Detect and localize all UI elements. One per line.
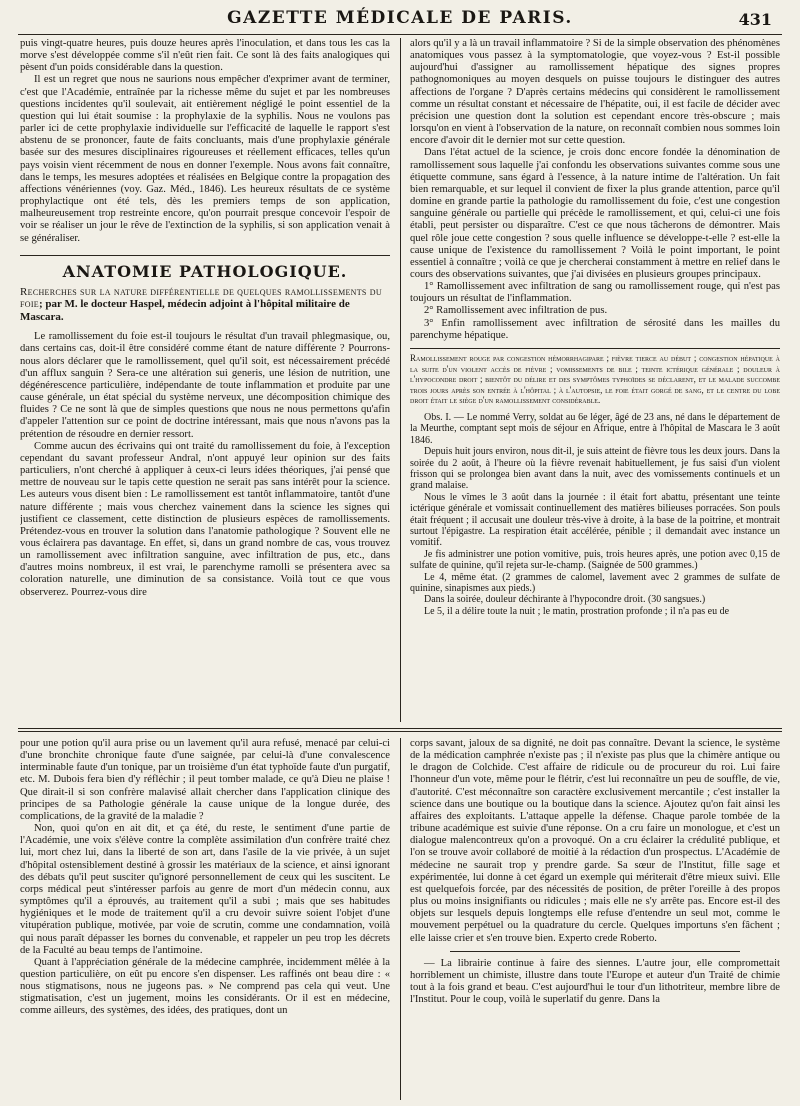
page-header xyxy=(0,8,800,32)
header-rule xyxy=(18,34,782,35)
case-summary: Ramollissement rouge par congestion hémorrhagipare ; fièvre tierce au début ; congestion hépatique à la suite d'un violent accès de fièvre ; vomissements de bile ; teinte ictérique générale ; douleur à l'hypocondre droit ; bientôt du délire et des symptômes typhoïdes se déclarent, et le malade succombe trois jours après son entrée à l'hôpital ; à l'autopsie, le foie était gorgé de sang, et le centre du lobe droit était le siége d'un ramollissement considérable. xyxy=(410,348,780,406)
paragraph: Le ramollissement du foie est-il toujours le résultat d'un travail phlegmasique, ou, dans certains cas, doit-il être considéré comme étant de nature différente ? Pourrons-nous alors déclarer que le ramollissement, quel qu'il soit, est nécessairement précédé d'un afflux sanguin ? Sera-ce une altération sui generis, une lésion de nutrition, une dégénérescence particulière, indépendante de toute inflammation et produite par une cause générale, un état spécial du système nerveux, une décomposition chimique des fluides ? Ce ne sont là que de simples questions que nous ne nous permettons qu'afin d'appeler l'attention sur ce point de doctrine intéressant, mais que nous n'avons pas la prétention de résoudre en dernier ressort. xyxy=(20,331,390,440)
paragraph: — La librairie continue à faire des siennes. L'autre jour, elle compromettait horriblement un chimiste, illustre dans toute l'Europe et auteur d'un Traité de chimie tout à la fois grand et beau. C'est aujourd'hui le tour d'un lithotriteur, membre libre de l'Institut. Pour le coup, voilà le superlatif du genre. Dans la xyxy=(410,957,780,1006)
list-item: 1° Ramollissement avec infiltration de sang ou ramollissement rouge, qui n'est pas toujours un résultat de l'inflammation. xyxy=(410,281,780,305)
paragraph: Le 5, il a délire toute la nuit ; le matin, prostration profonde ; il n'a pas eu de xyxy=(424,605,730,617)
article-heading-author: ; par M. le docteur Haspel, médecin adjoint à l'hôpital militaire de Mascara. xyxy=(20,298,350,323)
paragraph: Dans la soirée, douleur déchirante à l'hypocondre droit. (30 sangsues.) xyxy=(424,594,706,606)
paragraph: Je fis administrer une potion vomitive, puis, trois heures après, une potion avec 0,15 de sulfate de quinine, qu'il rejeta sur-le-champ. (Saignée de 500 grammes.) xyxy=(410,548,780,572)
separator xyxy=(450,951,740,952)
list-item: 3° Enfin ramollissement avec infiltration de sérosité dans les mailles du parenchyme hépatique. xyxy=(410,317,780,341)
paragraph: pour une potion qu'il aura prise ou un lavement qu'il aura refusé, menacé par celui-ci d'une bronchite chronique faute d'une saignée, par celui-là d'une convalescence interminable faute d'un tonique, par un troisième d'un état typhoïde faute d'un purgatif, etc. M. Dubois fera bien d'y réfléchir ; il peut tomber malade, ce qu'à Dieu ne plaise ! Que dirait-il si son confrère malavisé allait chercher dans l'application clinique des principes de sa Pathologie générale la cause unique de la longue durée, des complications, de la gravité de la maladie ? xyxy=(20,738,390,822)
paragraph: puis vingt-quatre heures, puis douze heures après l'inoculation, et dans tous les cas la morve s'est développée comme s'il n'eût rien fait. Ce sont là des faits analogiques qui pèsent d'un poids considérable dans la question. xyxy=(20,38,390,74)
top-right-column xyxy=(410,38,780,722)
article-heading xyxy=(20,286,390,324)
paragraph: corps savant, jaloux de sa dignité, ne doit pas connaître. Devant la science, le système de la médication camphrée n'existe pas ; il n'existe pas plus que la chimère antique ou le dragon de Colchide. C'est affaire de ridicule ou de procureur du roi. Lui faire l'honneur d'un vote, même pour le flétrir, c'est lui reconnaître un peu de souffle, de vie, d'autorité. C'est méconnaître son caractère exclusivement mercantile ; c'est installer la science dans une boutique ou la boutique dans la science. Ajoutez qu'on fait ainsi les affaires des exploitants. L'attaque appelle la défense. Chaque parole tombée de la tribune académique est suivie d'une réponse. On a cru faire un monologue, et c'est un dialogue malencontreux qu'on a provoqué. On a cru éclairer la crédulité publique, et l'on se trouve avoir collaboré de moitié à la rédaction d'un prospectus. L'Académie de médecine ne saurait trop y prendre garde. Sa sœur de l'Institut, fille sage et expérimentée, lui donne à cet égard un exemple qui mériterait d'être mieux suivi. Elle est quelquefois forcée, par des nécessités de position, de prêter l'oreille à des propos plus ou moins insignifiants ou ridicules ; mais elle ne s'y arrête pas. Encore est-il des objets sur lesquels depuis longtemps elle refuse d'entendre un seul mot, comme le mouvement perpétuel ou la quadrature du cercle. Quelques importuns s'en fâchent ; elle laisse crier et s'en trouve bien. Experto crede Roberto. xyxy=(410,738,780,944)
top-left-column xyxy=(20,38,390,722)
bottom-right-column xyxy=(410,738,780,1100)
paragraph: Le 4, même état. (2 grammes de calomel, lavement avec 2 grammes de sulfate de quinine, sinapismes aux pieds.) xyxy=(410,571,780,594)
paragraph: Quant à l'appréciation générale de la médecine camphrée, incidemment mêlée à la question particulière, on eût pu encore s'en dispenser. Les raffinés ont beau dire : « nous stigmatisons, nous ne jugeons pas. » Ne comprend pas cela qui veut. Une stigmatisation, c'est un jugement, moins les considérants. Or il est en médecine, comme ailleurs, des systèmes, des idées, des pratiques, dont un xyxy=(20,956,390,1017)
column-divider xyxy=(400,38,401,722)
paragraph: Depuis huit jours environ, nous dit-il, je suis atteint de fièvre tous les deux jours. Dans la soirée du 2 août, à l'heure où la fièvre revenait habituellement, je fus saisi d'un violent frisson qui se prolongea bien avant dans la nuit, avec des vomissements continuels et un grand malaise. xyxy=(410,446,780,492)
article-heading-smallcaps: Recherches sur la nature différentielle de quelques ramollissements du foie xyxy=(20,285,382,311)
feuilleton-rule xyxy=(18,728,782,729)
journal-title: GAZETTE MÉDICALE DE PARIS. xyxy=(227,8,573,28)
list-item: 2° Ramollissement avec infiltration de pus. xyxy=(424,305,608,317)
paragraph: Dans l'état actuel de la science, je crois donc encore fondée la dénomination de ramollissement sous laquelle j'ai confondu les observations suivantes comme sous une étiquette commune, sans égard à l'essence, à la nature intime de l'altération. Un fait bien remarquable, et sur lequel il convient de fixer la plus grande attention, parce qu'il domine en grande partie la pathologie du ramollissement du foie, c'est une congestion sanguine générale ou partielle qui précède le ramollissement, et qui, celui-ci une fois établi, peut persister ou disparaître. C'est ce que nous tâcherons de démontrer. Mais quel rôle joue cette congestion ? sous quelle influence se développe-t-elle ? est-elle la cause unique de l'existence du ramollissement ? Voilà le point important, le point essentiel à connaître ; voilà ce que je chercherai constamment à mettre en relief dans le cours des observations suivantes, que j'ai divisées en plusieurs groupes principaux. xyxy=(410,147,780,280)
section-title: ANATOMIE PATHOLOGIQUE. xyxy=(20,255,390,278)
bottom-left-column xyxy=(20,738,390,1100)
paragraph: Comme aucun des écrivains qui ont traité du ramollissement du foie, à l'exception cependant du savant professeur Andral, n'ont appuyé leur opinion sur des faits particuliers, n'ont cherché à appliquer à ceux-ci leurs idées théoriques, j'ai pensé que mettre de nouveau sur le tapis cette question ne serait pas sans intérêt pour la science. Les auteurs vous disent bien : Le ramollissement est tantôt inflammatoire, tantôt d'une nature différente ; mais vous cherchez vainement dans la science les signes qui justifient ce classement, cette distinction de plusieurs espèces de ramollissements. Prétendez-vous en trouver la solution dans l'anatomie pathologique ? Souvent elle ne vous éclairera pas davantage. En effet, si, dans un grand nombre de cas, vous trouvez un ramollissement avec infiltration sanguine, avec infiltration de pus, etc., dans d'autres moins nombreux, il est vrai, le parenchyme ramolli se présentera avec sa coloration naturelle, une diminution de sa consistance. Voilà tout ce que vous observerez. Pourrez-vous dire xyxy=(20,440,390,598)
paragraph: Il est un regret que nous ne saurions nous empêcher d'exprimer avant de terminer, c'est que l'Académie, entraînée par la richesse même du sujet et par les nombreuses questions incidentes qu'il soulevait, ait entièrement négligé le point essentiel de la question qui lui était soumise : la prophylaxie de la syphilis. Nous ne voulons pas parler ici de cette prophylaxie individuelle sur l'efficacité de laquelle le rapport s'est abstenu de se prononcer, faute de faits concluants, mais d'une prophylaxie générale basée sur des mesures disciplinaires rigoureuses et réellement efficaces, telles qu'un pays voisin vient récemment de nous en donner l'exemple. Nous avons fait connaître, dans le temps, les mesures adoptées et réalisées en Belgique contre la propagation des affections vénériennes (voy. Gaz. Méd., 1846). Les heureux résultats de ce système prophylactique ont été tels, dès les premiers temps de son application, malheureusement trop restreinte encore, qu'on pourrait presque concevoir l'espoir de voir se réaliser un jour le rêve de l'extinction de la syphilis, si son application venait à se généraliser. xyxy=(20,74,390,244)
paragraph: Nous le vîmes le 3 août dans la journée : il était fort abattu, présentant une teinte ictérique générale et vomissait continuellement des matières bilieuses porracées. Son pouls était fréquent ; il accusait une douleur très-vive à droite, à la base de la poitrine, et montrait surtout l'épigastre. La respiration était accélérée, pénible ; il demandait avec instance un vomitif. xyxy=(410,491,780,549)
feuilleton-rule-double xyxy=(18,731,782,732)
paragraph: Non, quoi qu'on en ait dit, et ça été, du reste, le sentiment d'une partie de l'Académie, une voix s'élève contre la complète assimilation d'un confrère traité chez lui, mort chez lui, dans la liberté de son art, dans l'asile de la vie privée, à un sujet d'hôpital ostensiblement destiné à grossir les matériaux de la science, et ainsi ignorant des débats qu'il peut susciter qu'ignoré personnellement de ceux qui les suscitent. Le corps médical peut s'intéresser parfois au genre de mort d'un médecin connu, aux symptômes qu'il a éprouvés, au traitement qu'il a subi ; mais que ses habitudes hygiéniques et le mode de traitement qu'il a cru devoir suivre soient l'objet d'une vitupération publique, motivée, par voie de scrutin, comme une condamnation, voilà qui nous paraît dépasser les bornes du convenable, et rappeler un peu trop les décrets de la Faculté au beau temps de l'antimoine. xyxy=(20,823,390,956)
column-divider xyxy=(400,738,401,1100)
paragraph: Obs. I. — Le nommé Verry, soldat au 6e léger, âgé de 23 ans, né dans le département de la Meurthe, comptant sept mois de séjour en Afrique, entre à l'hôpital de Mascara le 3 août 1846. xyxy=(410,411,780,446)
page-number: 431 xyxy=(738,10,772,29)
paragraph: alors qu'il y a là un travail inflammatoire ? Si de la simple observation des phénomènes anatomiques vous passez à la symptomatologie, que voyez-vous ? Est-il possible aujourd'hui d'assigner au ramollissement hépatique des signes propres pathognomoniques au moyen desquels on puisse toujours le distinguer des autres affections de l'organe ? D'après certains médecins qui considèrent le ramollissement comme un résultat constant et nécessaire de l'hépatite, oui, il est facile de décider avec précision une question dont la solution est cependant encore très-obscure ; mais lorsqu'on en vient à l'observation de la nature, on reconnaît combien nous sommes loin encore d'avoir dit le dernier mot sur cette question. xyxy=(410,38,780,147)
